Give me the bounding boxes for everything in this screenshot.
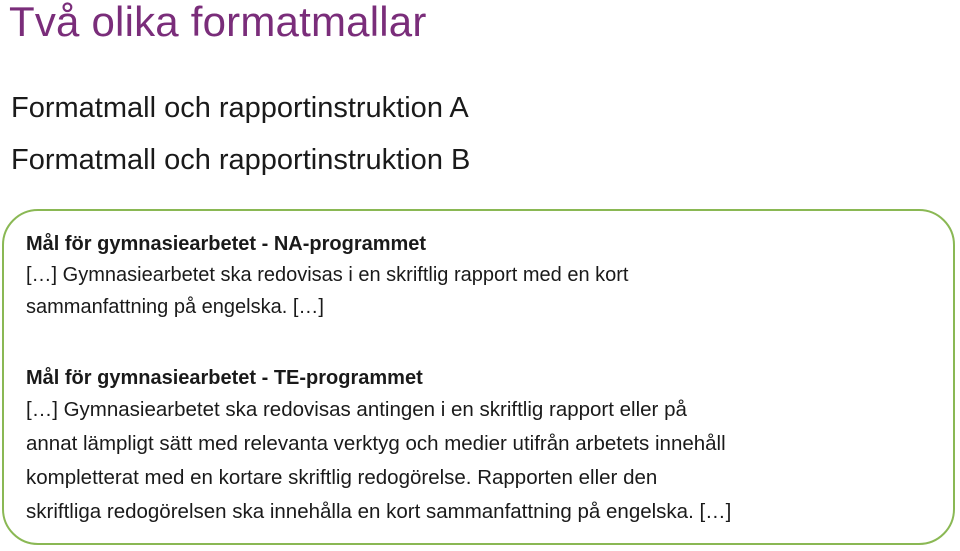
na-program-text-line: sammanfattning på engelska. […] — [26, 296, 324, 318]
template-b-label: Formatmall och rapportinstruktion B — [11, 144, 471, 176]
na-program-section — [26, 229, 946, 323]
te-program-text-line: […] Gymnasiearbetet ska redovisas antingen i en skriftlig rapport eller på — [26, 398, 687, 421]
te-program-heading: Mål för gymnasiearbetet - TE-programmet — [26, 367, 423, 389]
template-a-label: Formatmall och rapportinstruktion A — [11, 92, 469, 124]
na-program-text-line: […] Gymnasiearbetet ska redovisas i en skriftlig rapport med en kort — [26, 264, 629, 286]
te-program-text-line: skriftliga redogörelsen ska innehålla en kort sammanfattning på engelska. […] — [26, 500, 732, 523]
te-program-section — [26, 363, 946, 529]
slide-title: Två olika formatmallar — [9, 0, 427, 45]
te-program-text-line: kompletterat med en kortare skriftlig redogörelse. Rapporten eller den — [26, 466, 658, 489]
te-program-text-line: annat lämpligt sätt med relevanta verktyg och medier utifrån arbetets innehåll — [26, 432, 726, 455]
na-program-heading: Mål för gymnasiearbetet - NA-programmet — [26, 233, 427, 255]
